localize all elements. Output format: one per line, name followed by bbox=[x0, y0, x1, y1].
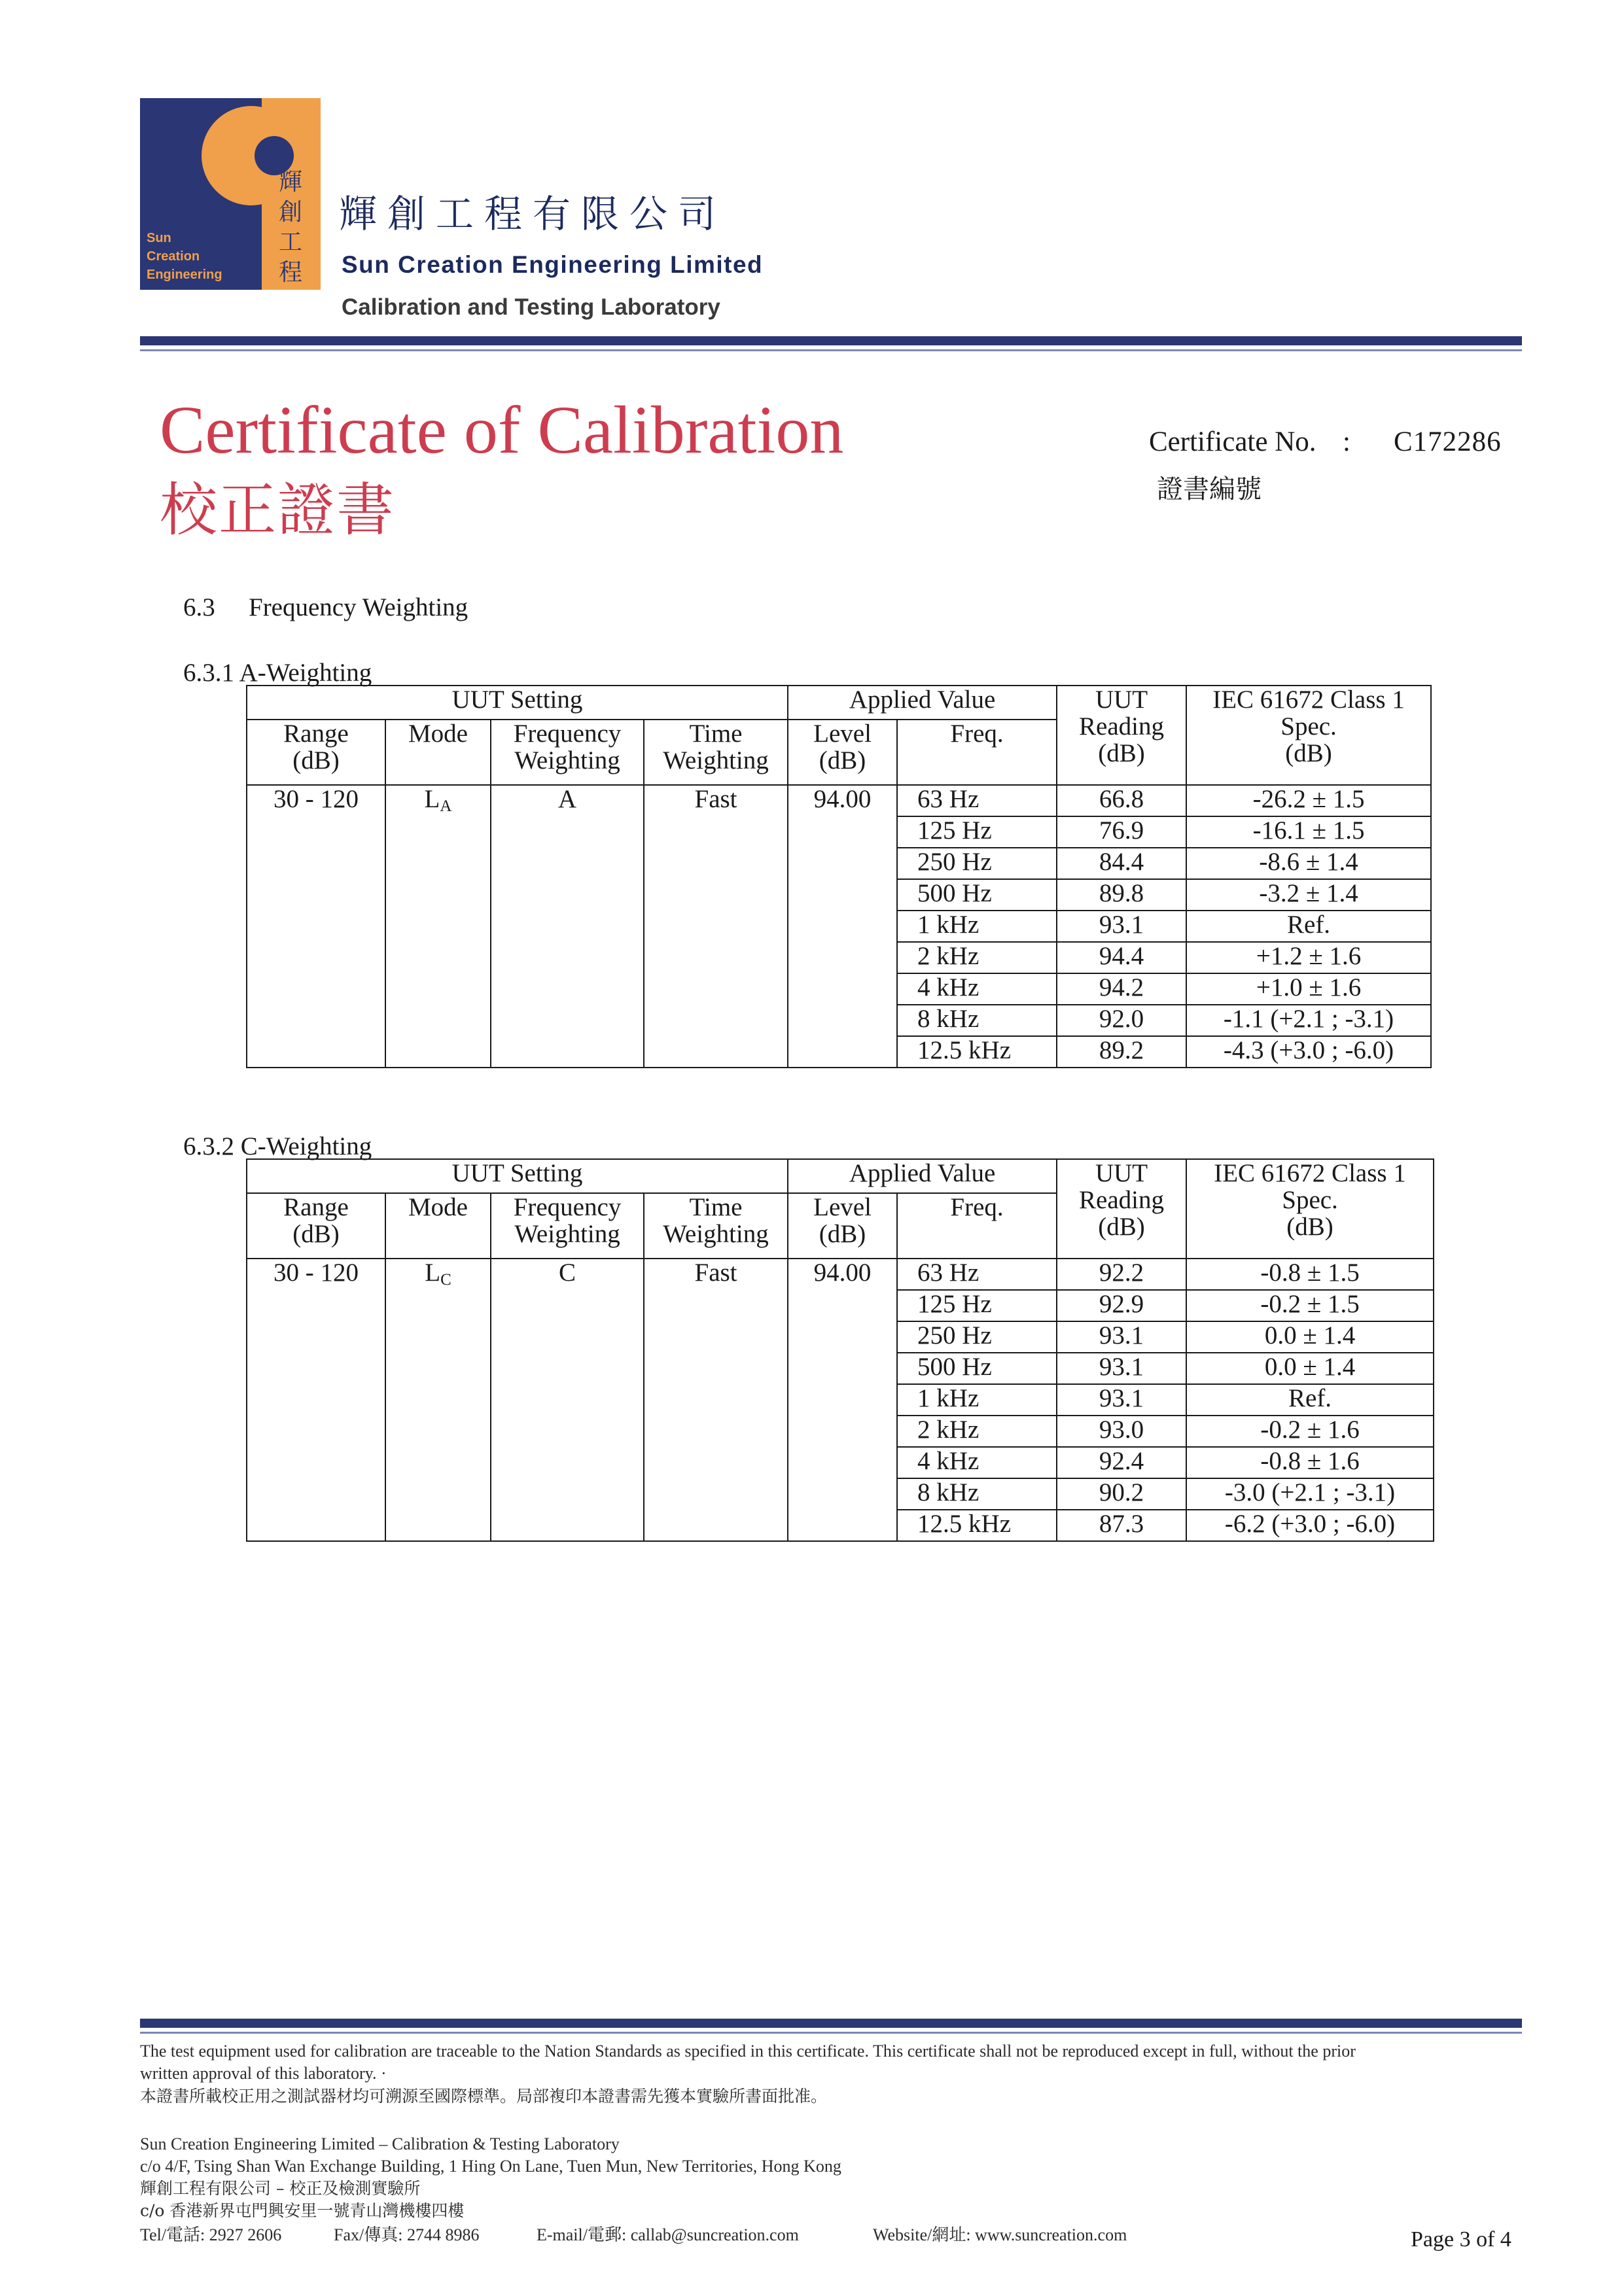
spec-cell: -0.8 ± 1.6 bbox=[1186, 1447, 1434, 1478]
website: Website/網址: www.suncreation.com bbox=[873, 2225, 1127, 2244]
applied-value-header: Applied Value bbox=[788, 1159, 1057, 1193]
freq-cell: 500 Hz bbox=[897, 1353, 1057, 1384]
reading-cell: 89.2 bbox=[1057, 1036, 1186, 1068]
range-label: Range bbox=[283, 1193, 349, 1221]
spec-cell: -0.2 ± 1.6 bbox=[1186, 1416, 1434, 1447]
tw-label-1: Time bbox=[689, 1193, 743, 1221]
time-weighting-header bbox=[644, 1193, 788, 1259]
tw-label-2: Weighting bbox=[663, 1219, 769, 1248]
lab-name: Calibration and Testing Laboratory bbox=[342, 294, 720, 320]
company-logo bbox=[140, 98, 321, 290]
a-weighting-rows bbox=[247, 785, 1431, 1068]
reading-cell: 92.4 bbox=[1057, 1447, 1186, 1478]
iec-spec-header bbox=[1186, 686, 1431, 785]
frequency-weighting-header bbox=[491, 1193, 644, 1259]
certificate-number-label: Certificate No. bbox=[1149, 426, 1316, 457]
iec-label: IEC 61672 Class 1 bbox=[1212, 686, 1405, 714]
spec-cell: -3.2 ± 1.4 bbox=[1186, 879, 1431, 911]
certificate-title-en: Certificate of Calibration bbox=[160, 392, 844, 468]
iec-spec-header bbox=[1186, 1159, 1434, 1259]
mode-header: Mode bbox=[385, 720, 491, 785]
reading-cell: 92.0 bbox=[1057, 1005, 1186, 1036]
reading-cell: 93.1 bbox=[1057, 1321, 1186, 1353]
range-label: Range bbox=[283, 720, 349, 748]
spec-cell: 0.0 ± 1.4 bbox=[1186, 1353, 1434, 1384]
spec-cell: +1.0 ± 1.6 bbox=[1186, 973, 1431, 1005]
address-line-3: 輝創工程有限公司 – 校正及檢測實驗所 bbox=[140, 2179, 421, 2198]
freq-cell: 125 Hz bbox=[897, 1290, 1057, 1321]
table-row bbox=[247, 785, 1431, 816]
level-unit: (dB) bbox=[819, 1219, 866, 1248]
spec-cell: +1.2 ± 1.6 bbox=[1186, 942, 1431, 973]
spec-cell: -26.2 ± 1.5 bbox=[1186, 785, 1431, 816]
uut-setting-header: UUT Setting bbox=[247, 1159, 788, 1193]
logo-cn-2: 創 bbox=[279, 199, 303, 226]
range-unit: (dB) bbox=[292, 746, 340, 774]
range-header bbox=[247, 720, 385, 785]
spec-label: Spec. bbox=[1282, 1185, 1338, 1214]
fax: Fax/傳真: 2744 8986 bbox=[334, 2225, 480, 2244]
uut-label: UUT bbox=[1095, 1159, 1148, 1187]
certificate-title-cn: 校正證書 bbox=[160, 476, 396, 544]
reading-cell: 92.2 bbox=[1057, 1259, 1186, 1290]
freq-cell: 1 kHz bbox=[897, 1384, 1057, 1416]
mode-cell bbox=[385, 785, 491, 1068]
level-header bbox=[788, 1193, 897, 1259]
disclaimer-en-line-2: written approval of this laboratory. · bbox=[140, 2064, 387, 2083]
spec-unit: (dB) bbox=[1286, 1212, 1333, 1241]
time-weighting-cell: Fast bbox=[644, 785, 788, 1068]
logo-cn-3: 工 bbox=[279, 229, 303, 256]
freq-cell: 500 Hz bbox=[897, 879, 1057, 911]
c-weighting-table bbox=[246, 1158, 1434, 1542]
level-label: Level bbox=[813, 1193, 872, 1221]
logo-tagline-1: Sun bbox=[147, 231, 171, 245]
spec-cell: -16.1 ± 1.5 bbox=[1186, 816, 1431, 848]
header-rule-thick bbox=[140, 336, 1522, 345]
frequency-weighting-header bbox=[491, 720, 644, 785]
uut-label: UUT bbox=[1095, 686, 1148, 714]
disclaimer-en-line-1: The test equipment used for calibration are traceable to the Nation Standards as specified in this certificate. This certificate shall not be reproduced except in full, without the prior bbox=[140, 2042, 1356, 2061]
freq-cell: 12.5 kHz bbox=[897, 1510, 1057, 1541]
freq-cell: 1 kHz bbox=[897, 911, 1057, 942]
company-name-en: Sun Creation Engineering Limited bbox=[342, 251, 764, 278]
level-label: Level bbox=[813, 720, 872, 748]
freq-cell: 8 kHz bbox=[897, 1005, 1057, 1036]
time-weighting-header bbox=[644, 720, 788, 785]
mode-symbol: L bbox=[424, 785, 440, 813]
range-header bbox=[247, 1193, 385, 1259]
reading-unit: (dB) bbox=[1098, 1212, 1145, 1241]
spec-unit: (dB) bbox=[1285, 739, 1332, 767]
reading-cell: 93.1 bbox=[1057, 911, 1186, 942]
mode-subscript: C bbox=[440, 1271, 451, 1289]
freq-cell: 125 Hz bbox=[897, 816, 1057, 848]
logo-tagline-3: Engineering bbox=[147, 268, 222, 282]
reading-label: Reading bbox=[1079, 1185, 1165, 1214]
freq-header: Freq. bbox=[897, 1193, 1057, 1259]
address-line-2: c/o 4/F, Tsing Shan Wan Exchange Building, 1 Hing On Lane, Tuen Mun, New Territories, Hong Kong bbox=[140, 2157, 841, 2176]
freq-cell: 2 kHz bbox=[897, 942, 1057, 973]
freq-cell: 250 Hz bbox=[897, 848, 1057, 879]
level-unit: (dB) bbox=[819, 746, 866, 774]
page-number: Page 3 of 4 bbox=[1411, 2227, 1511, 2252]
spec-cell: -4.3 (+3.0 ; -6.0) bbox=[1186, 1036, 1431, 1068]
freq-cell: 8 kHz bbox=[897, 1478, 1057, 1510]
level-header bbox=[788, 720, 897, 785]
range-cell: 30 - 120 bbox=[247, 1259, 385, 1541]
table-row bbox=[247, 1259, 1434, 1290]
reading-cell: 89.8 bbox=[1057, 879, 1186, 911]
level-cell: 94.00 bbox=[788, 1259, 897, 1541]
uut-reading-header bbox=[1057, 1159, 1186, 1259]
fw-label-1: Frequency bbox=[513, 720, 622, 748]
freq-cell: 250 Hz bbox=[897, 1321, 1057, 1353]
reading-cell: 76.9 bbox=[1057, 816, 1186, 848]
tel: Tel/電話: 2927 2606 bbox=[140, 2225, 282, 2244]
reading-cell: 84.4 bbox=[1057, 848, 1186, 879]
reading-cell: 93.0 bbox=[1057, 1416, 1186, 1447]
reading-cell: 66.8 bbox=[1057, 785, 1186, 816]
email: E-mail/電郵: callab@suncreation.com bbox=[537, 2225, 799, 2244]
header-rule-thin bbox=[140, 349, 1522, 351]
tw-label-1: Time bbox=[689, 720, 743, 748]
spec-cell: Ref. bbox=[1186, 911, 1431, 942]
uut-setting-header: UUT Setting bbox=[247, 686, 788, 720]
reading-cell: 90.2 bbox=[1057, 1478, 1186, 1510]
logo-cn-4: 程 bbox=[279, 259, 303, 286]
spec-label: Spec. bbox=[1280, 712, 1337, 740]
section-number: 6.3 bbox=[183, 593, 215, 621]
logo-cn-1: 輝 bbox=[279, 169, 303, 196]
freq-cell: 63 Hz bbox=[897, 1259, 1057, 1290]
footer-rule-thick bbox=[140, 2019, 1522, 2028]
c-weighting-rows bbox=[247, 1259, 1434, 1541]
spec-cell: -1.1 (+2.1 ; -3.1) bbox=[1186, 1005, 1431, 1036]
mode-header: Mode bbox=[385, 1193, 491, 1259]
spec-cell: -3.0 (+2.1 ; -3.1) bbox=[1186, 1478, 1434, 1510]
spec-cell: -0.2 ± 1.5 bbox=[1186, 1290, 1434, 1321]
certificate-number-colon: : bbox=[1343, 426, 1350, 457]
fw-label-2: Weighting bbox=[514, 1219, 620, 1248]
frequency-weighting-cell: A bbox=[491, 785, 644, 1068]
freq-cell: 2 kHz bbox=[897, 1416, 1057, 1447]
reading-unit: (dB) bbox=[1098, 739, 1145, 767]
applied-value-header: Applied Value bbox=[788, 686, 1057, 720]
mode-symbol: L bbox=[425, 1259, 441, 1287]
range-cell: 30 - 120 bbox=[247, 785, 385, 1068]
fw-label-1: Frequency bbox=[513, 1193, 622, 1221]
tw-label-2: Weighting bbox=[663, 746, 769, 774]
reading-cell: 93.1 bbox=[1057, 1353, 1186, 1384]
range-unit: (dB) bbox=[292, 1219, 340, 1248]
reading-label: Reading bbox=[1079, 712, 1165, 740]
reading-cell: 93.1 bbox=[1057, 1384, 1186, 1416]
address-line-1: Sun Creation Engineering Limited – Calibration & Testing Laboratory bbox=[140, 2134, 620, 2153]
freq-cell: 12.5 kHz bbox=[897, 1036, 1057, 1068]
reading-cell: 92.9 bbox=[1057, 1290, 1186, 1321]
disclaimer-cn: 本證書所載校正用之測試器材均可溯源至國際標準。局部複印本證書需先獲本實驗所書面批准。 bbox=[140, 2087, 828, 2106]
spec-cell: Ref. bbox=[1186, 1384, 1434, 1416]
spec-cell: 0.0 ± 1.4 bbox=[1186, 1321, 1434, 1353]
table-a-heading: 6.3.1 A-Weighting bbox=[183, 659, 372, 687]
freq-cell: 63 Hz bbox=[897, 785, 1057, 816]
mode-cell bbox=[385, 1259, 491, 1541]
reading-cell: 87.3 bbox=[1057, 1510, 1186, 1541]
spec-cell: -6.2 (+3.0 ; -6.0) bbox=[1186, 1510, 1434, 1541]
frequency-weighting-cell: C bbox=[491, 1259, 644, 1541]
iec-label: IEC 61672 Class 1 bbox=[1214, 1159, 1406, 1187]
certificate-number: C172286 bbox=[1394, 426, 1502, 457]
section-title: Frequency Weighting bbox=[249, 593, 468, 621]
a-weighting-table bbox=[246, 685, 1432, 1068]
spec-cell: -8.6 ± 1.4 bbox=[1186, 848, 1431, 879]
uut-reading-header bbox=[1057, 686, 1186, 785]
logo-tagline-2: Creation bbox=[147, 249, 200, 264]
freq-cell: 4 kHz bbox=[897, 1447, 1057, 1478]
freq-header: Freq. bbox=[897, 720, 1057, 785]
mode-subscript: A bbox=[440, 797, 452, 815]
freq-cell: 4 kHz bbox=[897, 973, 1057, 1005]
address-line-4: c/o 香港新界屯門興安里一號青山灣機樓四樓 bbox=[140, 2201, 465, 2220]
level-cell: 94.00 bbox=[788, 785, 897, 1068]
table-c-heading: 6.3.2 C-Weighting bbox=[183, 1132, 372, 1160]
time-weighting-cell: Fast bbox=[644, 1259, 788, 1541]
reading-cell: 94.2 bbox=[1057, 973, 1186, 1005]
certificate-number-label-cn: 證書編號 bbox=[1157, 474, 1262, 504]
reading-cell: 94.4 bbox=[1057, 942, 1186, 973]
company-name-cn: 輝創工程有限公司 bbox=[339, 192, 727, 236]
footer-rule-thin bbox=[140, 2032, 1522, 2034]
spec-cell: -0.8 ± 1.5 bbox=[1186, 1259, 1434, 1290]
fw-label-2: Weighting bbox=[514, 746, 620, 774]
